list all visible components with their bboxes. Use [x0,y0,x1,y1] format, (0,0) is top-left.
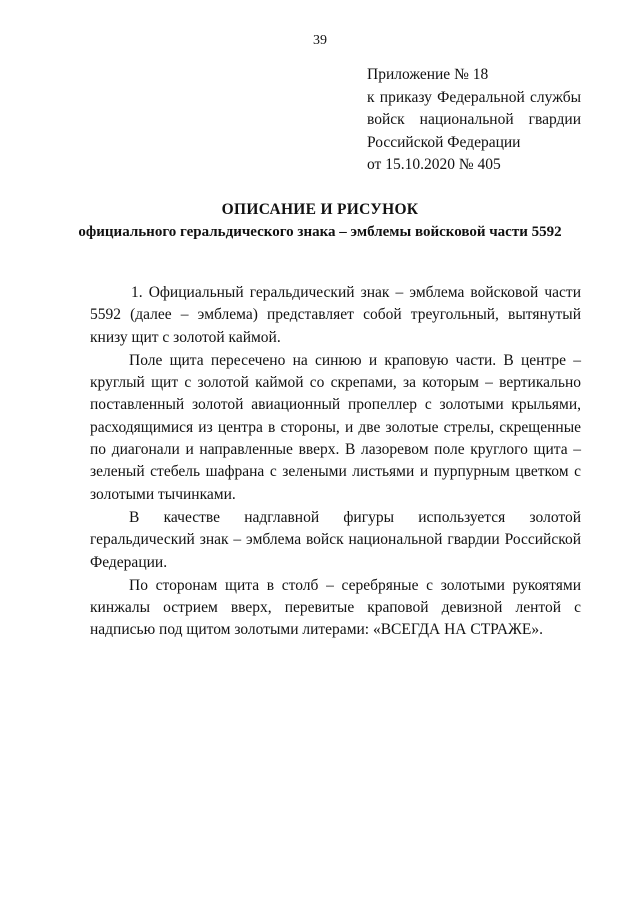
document-body [90,282,581,643]
paragraph-4: По сторонам щита в столб – серебряные с золотыми рукоятями кинжалы острием вверх, перевитые краповой девизной лентой с надписью под щитом золотыми литерами: «ВСЕГДА НА СТРАЖЕ». [90,576,581,639]
appendix-country: Российской Федерации [367,133,521,151]
document-subtitle: официального геральдического знака – эмблемы войсковой части 5592 [78,224,562,240]
appendix-order-date: от 15.10.2020 № 405 [367,156,501,173]
appendix-block [367,64,581,177]
paragraph-1: 1. Официальный геральдический знак – эмблема войсковой части 5592 (далее – эмблема) представляет собой треугольный, вытянутый книзу щит с золотой каймой. [90,284,581,346]
paragraph-2: Поле щита пересечено на синюю и краповую части. В центре – круглый щит с золотой каймой со скрепами, за которым – вертикально поставленный золотой авиационный пропеллер с золотыми крыльями, расходящимися из центра в стороны, и две золотые стрелы, скрещенные по диагонали и направленные вверх. В лазоревом поле круглого щита – зеленый стебель шафрана с зелеными листьями и пурпурным цветком с золотыми тычинками. [90,351,581,503]
appendix-service-name: войск национальной гвардии [367,111,581,128]
page-number: 39 [313,33,327,48]
appendix-number: Приложение № 18 [367,66,489,83]
document-title: ОПИСАНИЕ И РИСУНОК [221,201,419,218]
paragraph-3: В качестве надглавной фигуры используется золотой геральдический знак – эмблема войск национальной гвардии Российской Федерации. [90,508,581,571]
appendix-order-ref: к приказу Федеральной службы [367,88,581,106]
